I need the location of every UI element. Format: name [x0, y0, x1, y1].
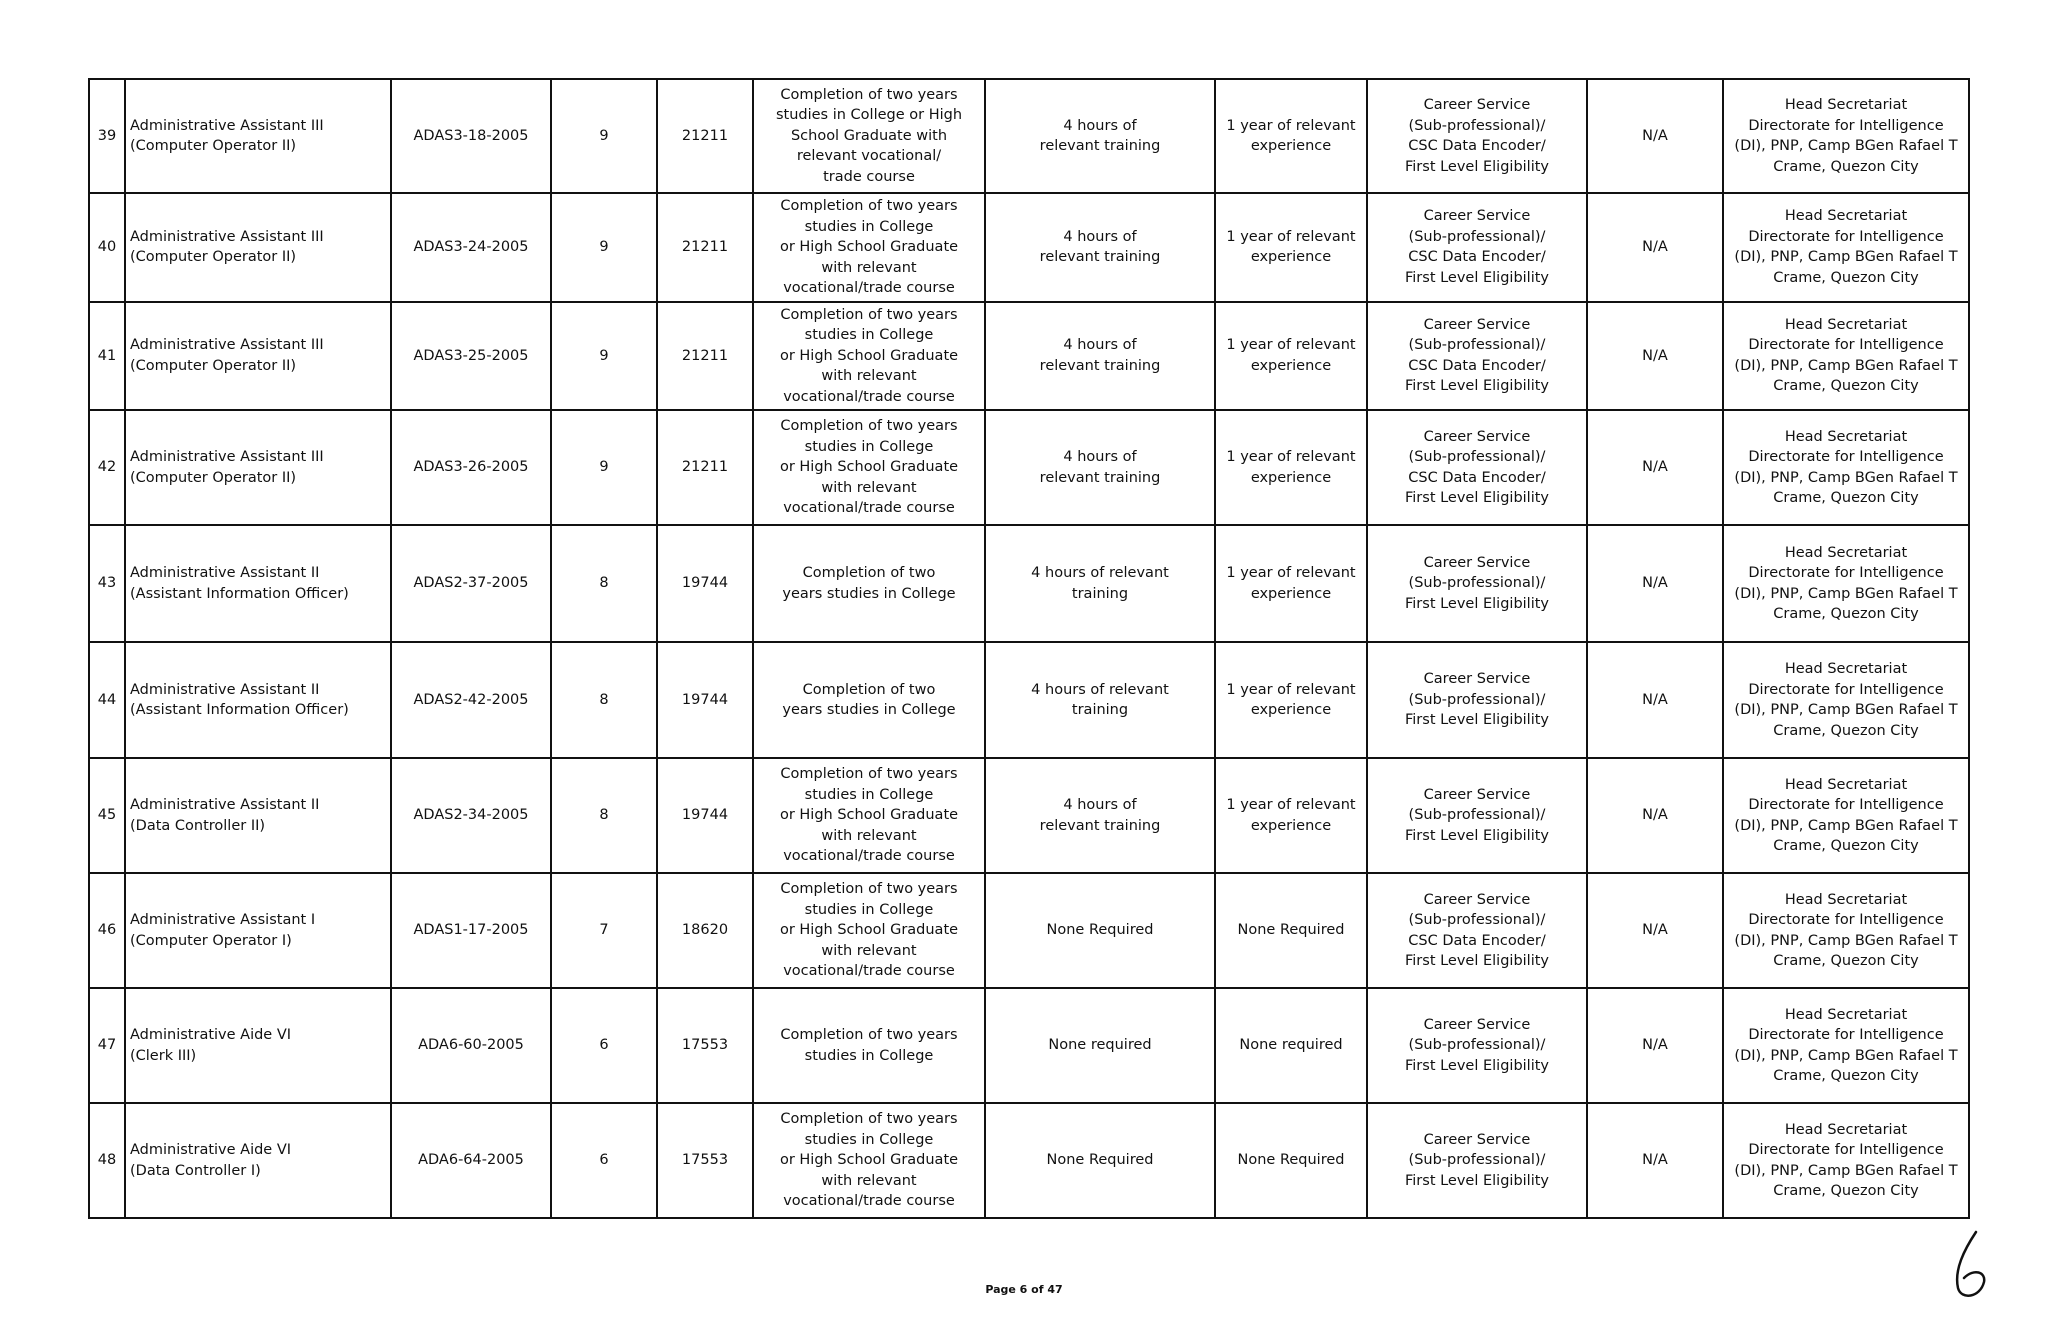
monthly-salary-cell: 17553 [657, 988, 753, 1103]
salary-grade-cell: 9 [551, 302, 657, 411]
position-title-cell: Administrative Assistant II (Assistant Information Officer) [125, 525, 391, 642]
item-number-cell: ADA6-64-2005 [391, 1103, 551, 1218]
salary-grade-cell: 9 [551, 193, 657, 302]
table-row [89, 79, 1969, 193]
row-number-cell: 40 [89, 193, 125, 302]
row-number-cell: 43 [89, 525, 125, 642]
monthly-salary-cell: 21211 [657, 410, 753, 525]
salary-grade-cell: 9 [551, 410, 657, 525]
education-cell: Completion of two years studies in College [753, 642, 985, 758]
place-of-assignment-cell: Head Secretariat Directorate for Intelligence (DI), PNP, Camp BGen Rafael T Crame, Quezon City [1723, 410, 1969, 525]
education-cell: Completion of two years studies in College [753, 525, 985, 642]
education-cell: Completion of two years studies in College or High School Graduate with relevant vocational/ trade course [753, 79, 985, 193]
education-cell: Completion of two years studies in College or High School Graduate with relevant vocational/trade course [753, 873, 985, 988]
item-number-cell: ADAS3-24-2005 [391, 193, 551, 302]
item-number-cell: ADA6-60-2005 [391, 988, 551, 1103]
place-of-assignment-cell: Head Secretariat Directorate for Intelligence (DI), PNP, Camp BGen Rafael T Crame, Quezon City [1723, 758, 1969, 873]
competency-cell: N/A [1587, 988, 1723, 1103]
eligibility-cell: Career Service (Sub-professional)/ CSC Data Encoder/ First Level Eligibility [1367, 79, 1587, 193]
experience-cell: 1 year of relevant experience [1215, 758, 1367, 873]
salary-grade-cell: 8 [551, 758, 657, 873]
row-number-cell: 48 [89, 1103, 125, 1218]
table-row [89, 1103, 1969, 1218]
education-cell: Completion of two years studies in College [753, 988, 985, 1103]
education-cell: Completion of two years studies in College or High School Graduate with relevant vocational/trade course [753, 410, 985, 525]
eligibility-cell: Career Service (Sub-professional)/ CSC Data Encoder/ First Level Eligibility [1367, 302, 1587, 411]
item-number-cell: ADAS2-37-2005 [391, 525, 551, 642]
eligibility-cell: Career Service (Sub-professional)/ First Level Eligibility [1367, 642, 1587, 758]
experience-cell: 1 year of relevant experience [1215, 525, 1367, 642]
competency-cell: N/A [1587, 193, 1723, 302]
competency-cell: N/A [1587, 525, 1723, 642]
monthly-salary-cell: 19744 [657, 642, 753, 758]
training-cell: 4 hours of relevant training [985, 642, 1215, 758]
position-title-cell: Administrative Assistant III (Computer Operator II) [125, 302, 391, 411]
place-of-assignment-cell: Head Secretariat Directorate for Intelligence (DI), PNP, Camp BGen Rafael T Crame, Quezon City [1723, 988, 1969, 1103]
item-number-cell: ADAS3-18-2005 [391, 79, 551, 193]
competency-cell: N/A [1587, 873, 1723, 988]
eligibility-cell: Career Service (Sub-professional)/ First Level Eligibility [1367, 1103, 1587, 1218]
education-cell: Completion of two years studies in College or High School Graduate with relevant vocational/trade course [753, 1103, 985, 1218]
competency-cell: N/A [1587, 642, 1723, 758]
eligibility-cell: Career Service (Sub-professional)/ CSC Data Encoder/ First Level Eligibility [1367, 193, 1587, 302]
experience-cell: None required [1215, 988, 1367, 1103]
position-title-cell: Administrative Assistant I (Computer Operator I) [125, 873, 391, 988]
table-row [89, 758, 1969, 873]
monthly-salary-cell: 21211 [657, 79, 753, 193]
row-number-cell: 39 [89, 79, 125, 193]
item-number-cell: ADAS2-34-2005 [391, 758, 551, 873]
experience-cell: None Required [1215, 873, 1367, 988]
education-cell: Completion of two years studies in College or High School Graduate with relevant vocational/trade course [753, 302, 985, 411]
place-of-assignment-cell: Head Secretariat Directorate for Intelligence (DI), PNP, Camp BGen Rafael T Crame, Quezon City [1723, 79, 1969, 193]
row-number-cell: 47 [89, 988, 125, 1103]
competency-cell: N/A [1587, 410, 1723, 525]
row-number-cell: 42 [89, 410, 125, 525]
page-number: Page 6 of 47 [985, 1283, 1063, 1296]
position-title-cell: Administrative Assistant II (Assistant Information Officer) [125, 642, 391, 758]
experience-cell: 1 year of relevant experience [1215, 302, 1367, 411]
education-cell: Completion of two years studies in College or High School Graduate with relevant vocational/trade course [753, 193, 985, 302]
training-cell: 4 hours of relevant training [985, 525, 1215, 642]
row-number-cell: 41 [89, 302, 125, 411]
row-number-cell: 44 [89, 642, 125, 758]
table-row [89, 525, 1969, 642]
salary-grade-cell: 8 [551, 642, 657, 758]
place-of-assignment-cell: Head Secretariat Directorate for Intelligence (DI), PNP, Camp BGen Rafael T Crame, Quezon City [1723, 193, 1969, 302]
salary-grade-cell: 8 [551, 525, 657, 642]
item-number-cell: ADAS3-25-2005 [391, 302, 551, 411]
monthly-salary-cell: 19744 [657, 525, 753, 642]
handwritten-page-mark [1946, 1230, 1996, 1300]
monthly-salary-cell: 21211 [657, 193, 753, 302]
positions-table [88, 78, 1970, 1219]
table-row [89, 302, 1969, 411]
training-cell: None Required [985, 873, 1215, 988]
place-of-assignment-cell: Head Secretariat Directorate for Intelligence (DI), PNP, Camp BGen Rafael T Crame, Quezon City [1723, 525, 1969, 642]
training-cell: 4 hours of relevant training [985, 193, 1215, 302]
item-number-cell: ADAS3-26-2005 [391, 410, 551, 525]
education-cell: Completion of two years studies in College or High School Graduate with relevant vocational/trade course [753, 758, 985, 873]
training-cell: 4 hours of relevant training [985, 79, 1215, 193]
position-title-cell: Administrative Assistant III (Computer Operator II) [125, 79, 391, 193]
training-cell: 4 hours of relevant training [985, 410, 1215, 525]
monthly-salary-cell: 19744 [657, 758, 753, 873]
salary-grade-cell: 9 [551, 79, 657, 193]
eligibility-cell: Career Service (Sub-professional)/ First Level Eligibility [1367, 758, 1587, 873]
item-number-cell: ADAS1-17-2005 [391, 873, 551, 988]
position-title-cell: Administrative Assistant II (Data Controller II) [125, 758, 391, 873]
eligibility-cell: Career Service (Sub-professional)/ First Level Eligibility [1367, 525, 1587, 642]
eligibility-cell: Career Service (Sub-professional)/ CSC Data Encoder/ First Level Eligibility [1367, 410, 1587, 525]
position-title-cell: Administrative Assistant III (Computer Operator II) [125, 410, 391, 525]
row-number-cell: 46 [89, 873, 125, 988]
row-number-cell: 45 [89, 758, 125, 873]
competency-cell: N/A [1587, 1103, 1723, 1218]
experience-cell: 1 year of relevant experience [1215, 79, 1367, 193]
eligibility-cell: Career Service (Sub-professional)/ First Level Eligibility [1367, 988, 1587, 1103]
experience-cell: 1 year of relevant experience [1215, 642, 1367, 758]
competency-cell: N/A [1587, 758, 1723, 873]
salary-grade-cell: 7 [551, 873, 657, 988]
item-number-cell: ADAS2-42-2005 [391, 642, 551, 758]
training-cell: None Required [985, 1103, 1215, 1218]
table-row [89, 642, 1969, 758]
position-title-cell: Administrative Assistant III (Computer Operator II) [125, 193, 391, 302]
experience-cell: None Required [1215, 1103, 1367, 1218]
place-of-assignment-cell: Head Secretariat Directorate for Intelligence (DI), PNP, Camp BGen Rafael T Crame, Quezon City [1723, 1103, 1969, 1218]
position-title-cell: Administrative Aide VI (Clerk III) [125, 988, 391, 1103]
place-of-assignment-cell: Head Secretariat Directorate for Intelligence (DI), PNP, Camp BGen Rafael T Crame, Quezon City [1723, 302, 1969, 411]
monthly-salary-cell: 17553 [657, 1103, 753, 1218]
place-of-assignment-cell: Head Secretariat Directorate for Intelligence (DI), PNP, Camp BGen Rafael T Crame, Quezon City [1723, 642, 1969, 758]
competency-cell: N/A [1587, 302, 1723, 411]
training-cell: 4 hours of relevant training [985, 302, 1215, 411]
salary-grade-cell: 6 [551, 1103, 657, 1218]
monthly-salary-cell: 21211 [657, 302, 753, 411]
table-row [89, 193, 1969, 302]
place-of-assignment-cell: Head Secretariat Directorate for Intelligence (DI), PNP, Camp BGen Rafael T Crame, Quezon City [1723, 873, 1969, 988]
table-row [89, 873, 1969, 988]
position-title-cell: Administrative Aide VI (Data Controller I) [125, 1103, 391, 1218]
competency-cell: N/A [1587, 79, 1723, 193]
salary-grade-cell: 6 [551, 988, 657, 1103]
experience-cell: 1 year of relevant experience [1215, 193, 1367, 302]
eligibility-cell: Career Service (Sub-professional)/ CSC Data Encoder/ First Level Eligibility [1367, 873, 1587, 988]
training-cell: None required [985, 988, 1215, 1103]
positions-table-body [89, 79, 1969, 1218]
experience-cell: 1 year of relevant experience [1215, 410, 1367, 525]
table-row [89, 988, 1969, 1103]
training-cell: 4 hours of relevant training [985, 758, 1215, 873]
table-row [89, 410, 1969, 525]
monthly-salary-cell: 18620 [657, 873, 753, 988]
